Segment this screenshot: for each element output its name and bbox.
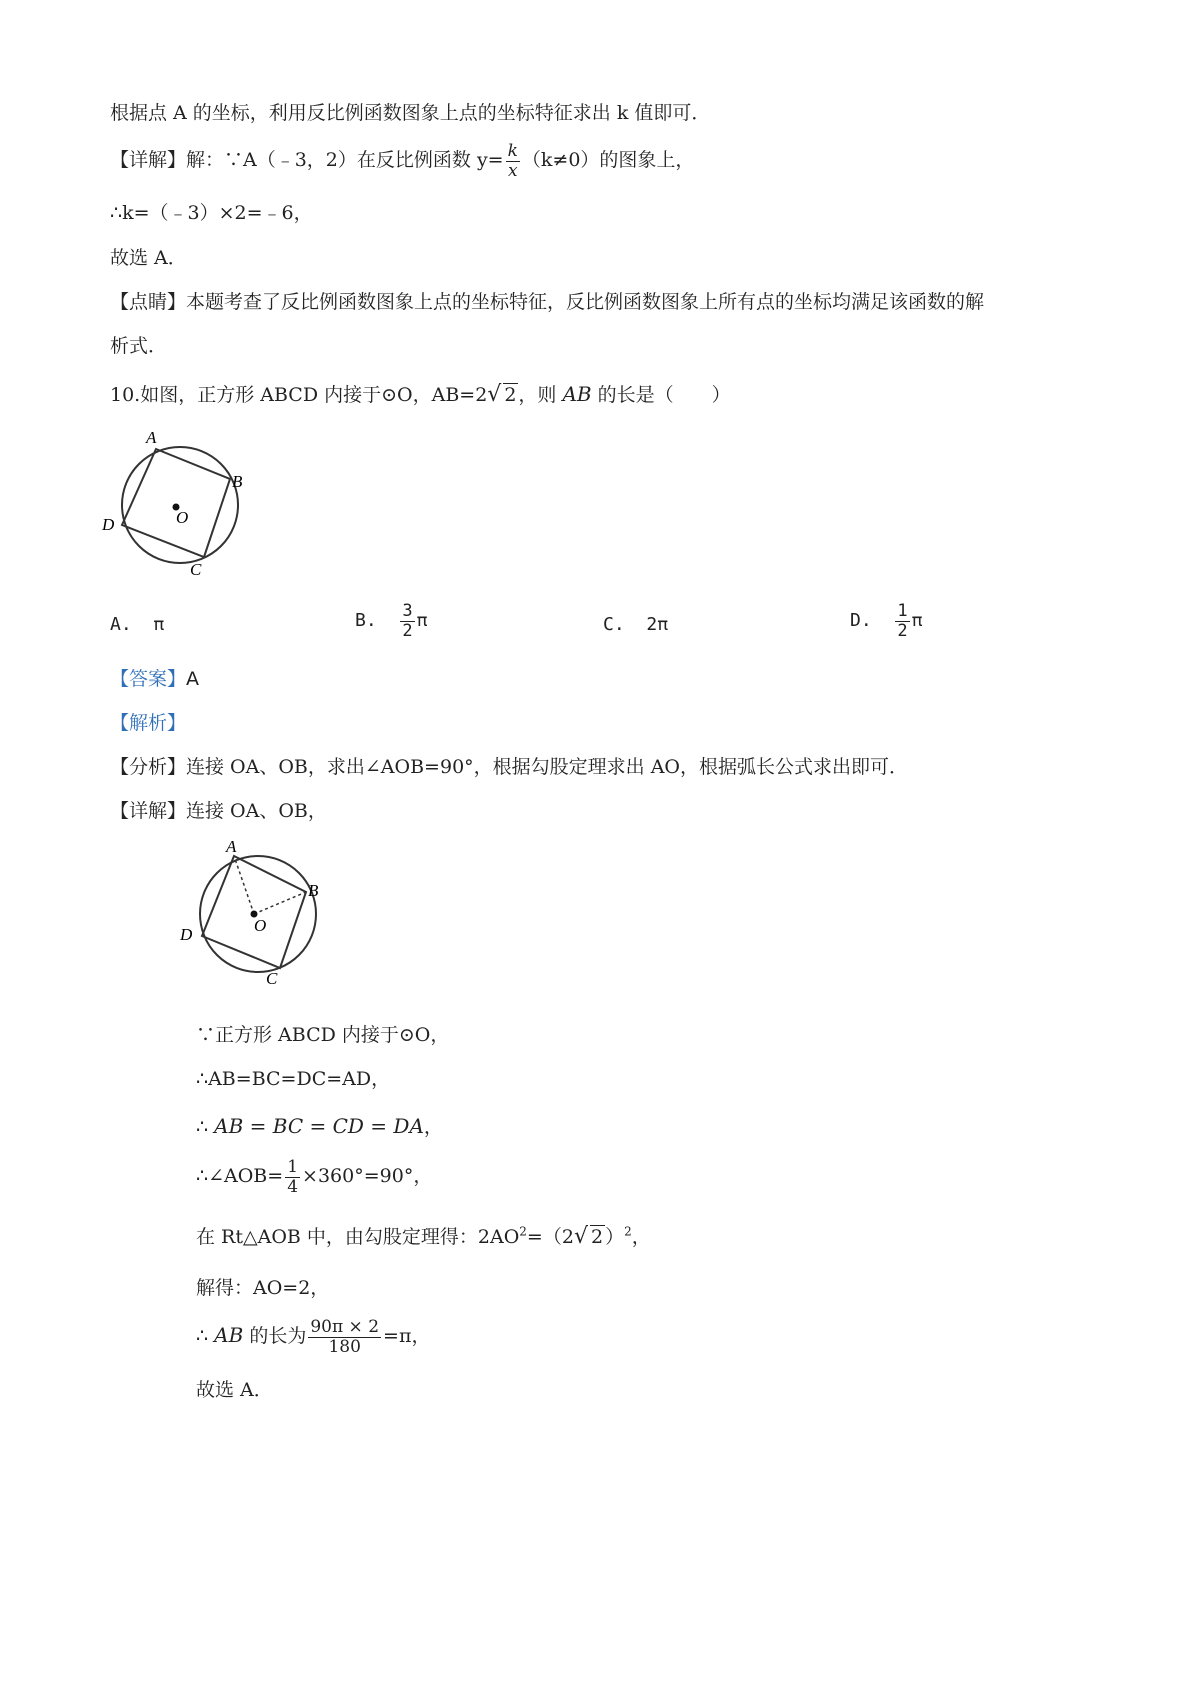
xiangjie-line: 【详解】连接 OA、OB， (110, 800, 327, 822)
option-a-value: π (153, 614, 165, 635)
figure-circle-square-1 (100, 425, 260, 585)
detail-line-1 (110, 142, 694, 180)
analysis-tag: 【解析】 (110, 712, 187, 734)
label-a: A (226, 837, 237, 856)
comment-line-2: 析式． (110, 335, 168, 357)
option-c-label: C. (603, 614, 625, 635)
option-d-label: D. (850, 610, 872, 632)
step-3 (196, 1112, 443, 1139)
label-c: C (190, 560, 202, 579)
question-text: 10.如图，正方形 ABCD 内接于⊙O，AB=2 (110, 384, 488, 406)
detail-text-end: （k≠0）的图象上， (521, 149, 695, 172)
label-c: C (266, 969, 278, 988)
step-7-numerator: 90π × 2 (310, 1317, 380, 1337)
step-7-denominator: 180 (328, 1336, 361, 1357)
option-a-label: A. (110, 614, 132, 635)
sqrt-radicand: 2 (590, 1226, 604, 1248)
question-10 (110, 380, 731, 407)
step-5-prefix: 在 Rt△AOB 中，由勾股定理得：2AO (196, 1226, 520, 1248)
step-4-denominator: 4 (287, 1176, 299, 1197)
label-b: B (232, 472, 243, 491)
option-b-fraction (400, 602, 414, 640)
option-d-numerator: 1 (897, 601, 908, 621)
answer-line (110, 664, 199, 691)
step-2: ∴AB=BC=DC=AD， (196, 1068, 391, 1090)
step-5-end: ， (631, 1226, 651, 1248)
step-5-close: ） (605, 1226, 625, 1248)
fenxi-line: 【分析】连接 OA、OB，求出∠AOB=90°，根据勾股定理求出 AO，根据弧长公式求出即可． (110, 756, 908, 778)
step-5-sup: 2 (519, 1224, 527, 1239)
option-c[interactable] (603, 614, 668, 635)
question-text-end: 的长是（ ） (597, 384, 731, 406)
option-b-denominator: 2 (402, 620, 413, 641)
figure-circle-square-2 (180, 836, 340, 996)
sqrt-symbol: √ (487, 382, 502, 407)
step-4-suffix: ×360°=90°， (302, 1165, 433, 1188)
step-5 (196, 1222, 651, 1249)
step-4-numerator: 1 (287, 1157, 299, 1177)
fraction-numerator: k (507, 141, 518, 161)
arc-ab: AB (214, 1323, 244, 1348)
step-7-mid: 的长为 (249, 1325, 307, 1348)
step-3-suffix: ， (423, 1116, 443, 1138)
detail-text: 【详解】解：∵A（﹣3，2）在反比例函数 y= (110, 149, 504, 172)
option-b-numerator: 3 (402, 601, 413, 621)
option-d[interactable] (850, 602, 922, 640)
step-6: 解得：AO=2， (196, 1277, 330, 1299)
label-o: O (254, 916, 267, 935)
step-1: ∵正方形 ABCD 内接于⊙O， (196, 1024, 450, 1046)
answer-value: A (186, 668, 200, 690)
option-a[interactable] (110, 614, 164, 635)
segment-ob (254, 892, 306, 914)
answer-tag: 【答案】 (110, 668, 187, 690)
choose-line: 故选 A． (110, 247, 187, 269)
step-7-prefix: ∴ (196, 1325, 209, 1348)
sqrt-radicand: 2 (504, 384, 517, 406)
label-d: D (102, 515, 115, 534)
step-7-fraction (308, 1318, 381, 1356)
comment-line-1: 【点睛】本题考查了反比例函数图象上点的坐标特征，反比例函数图象上所有点的坐标均满足该函数的解 (110, 291, 985, 313)
option-d-pi: π (911, 610, 923, 632)
step-5-sup2: 2 (624, 1224, 632, 1239)
sqrt-symbol: √ (573, 1224, 588, 1249)
step-4-prefix: ∴∠AOB= (196, 1165, 284, 1188)
question-text-mid: ，则 (518, 384, 557, 406)
option-b[interactable] (355, 602, 427, 640)
step-4 (196, 1158, 432, 1196)
label-a: A (146, 428, 157, 447)
step-7-suffix: =π， (383, 1325, 431, 1348)
step-5-mid: =（2 (526, 1226, 574, 1248)
fraction-k-over-x (506, 142, 520, 180)
step-3-prefix: ∴ (196, 1116, 209, 1138)
step-7 (196, 1318, 430, 1356)
option-b-label: B. (355, 610, 377, 632)
option-d-denominator: 2 (897, 620, 908, 641)
step-4-fraction (285, 1158, 300, 1196)
arc-ab: AB (562, 382, 592, 406)
step-8: 故选 A． (196, 1379, 273, 1401)
option-d-fraction (895, 602, 909, 640)
fraction-denominator: x (507, 160, 518, 181)
label-b: B (308, 881, 319, 900)
arc-equality: AB = BC = CD = DA (214, 1114, 424, 1138)
option-c-value: 2π (646, 614, 669, 635)
label-d: D (180, 925, 193, 944)
option-b-pi: π (416, 610, 428, 632)
label-o: O (176, 508, 189, 527)
reasoning-line: 根据点 A 的坐标，利用反比例函数图象上点的坐标特征求出 k 值即可． (110, 102, 711, 124)
k-value-line: ∴k=（﹣3）×2=﹣6， (110, 202, 313, 224)
